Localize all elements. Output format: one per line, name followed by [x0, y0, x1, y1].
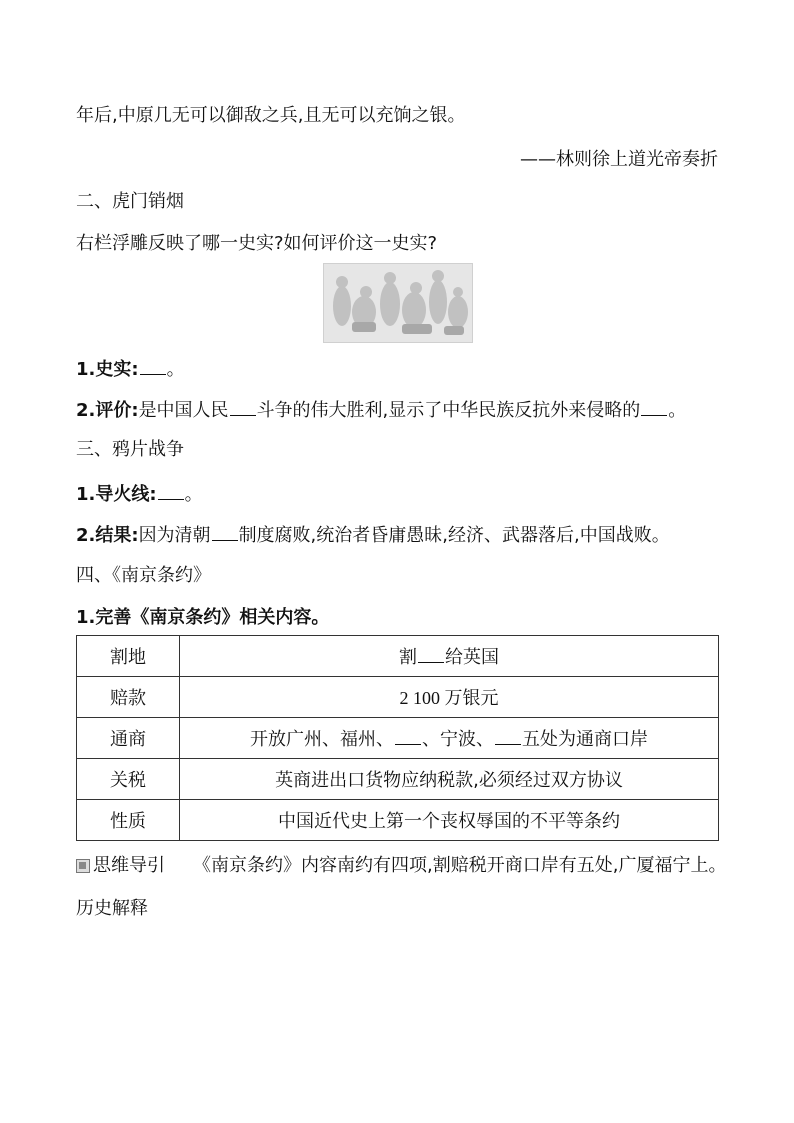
quote-source: ——林则徐上道光帝奏折: [520, 149, 718, 170]
row-key: 割地: [77, 636, 180, 677]
section-2-question: 右栏浮雕反映了哪一史实?如何评价这一史实?: [76, 233, 438, 254]
blank-port-2[interactable]: [495, 726, 521, 745]
relief-illustration: [324, 264, 472, 342]
question-trigger: 1.导火线: 。: [76, 481, 203, 507]
row-key: 性质: [77, 800, 180, 841]
blank-trigger[interactable]: [158, 481, 184, 500]
blank-cession[interactable]: [418, 644, 444, 663]
treaty-table: [76, 635, 719, 841]
paragraph-quote: 年后,中原几无可以御敌之兵,且无可以充饷之银。: [76, 105, 466, 126]
row-value: 开放广州、福州、 、宁波、 五处为通商口岸: [180, 718, 719, 759]
question-result: 2.结果:因为清朝 制度腐败,统治者昏庸愚昧,经济、武器落后,中国战败。: [76, 522, 670, 548]
row-key: 关税: [77, 759, 180, 800]
label-fact: 1.史实:: [76, 359, 139, 380]
row-value: 英商进出口货物应纳税款,必须经过双方协议: [180, 759, 719, 800]
label-trigger: 1.导火线:: [76, 484, 157, 505]
row-value: 2 100 万银元: [180, 677, 719, 718]
row-key: 赔款: [77, 677, 180, 718]
row-value: 中国近代史上第一个丧权辱国的不平等条约: [180, 800, 719, 841]
label-evaluation: 2.评价:: [76, 400, 139, 421]
relief-image: [323, 263, 473, 343]
question-fact: 1.史实: 。: [76, 356, 185, 382]
row-key: 通商: [77, 718, 180, 759]
table-row: [77, 636, 719, 677]
guide-text: 《南京条约》内容南约有四项,割赔税开商口岸有五处,广厦福宁上。: [193, 855, 727, 876]
section-title-2: 二、虎门销烟: [76, 191, 184, 212]
table-row: [77, 759, 719, 800]
blank-port-1[interactable]: [395, 726, 421, 745]
row-value: 割 给英国: [180, 636, 719, 677]
table-title: 1.完善《南京条约》相关内容。: [76, 607, 330, 628]
blank-eval-1[interactable]: [230, 397, 256, 416]
question-evaluation: 2.评价:是中国人民 斗争的伟大胜利,显示了中华民族反抗外来侵略的 。: [76, 397, 686, 423]
guide-icon: [76, 859, 90, 873]
table-row: [77, 800, 719, 841]
blank-fact[interactable]: [140, 356, 166, 375]
guide-label: 思维导引: [93, 855, 165, 876]
table-row: [77, 718, 719, 759]
section-title-3: 三、鸦片战争: [76, 439, 184, 460]
footer-label: 历史解释: [76, 898, 148, 919]
section-title-4: 四、《南京条约》: [76, 565, 211, 586]
thinking-guide: [76, 854, 726, 878]
table-row: [77, 677, 719, 718]
blank-result[interactable]: [212, 522, 238, 541]
blank-eval-2[interactable]: [641, 397, 667, 416]
label-result: 2.结果:: [76, 525, 139, 546]
